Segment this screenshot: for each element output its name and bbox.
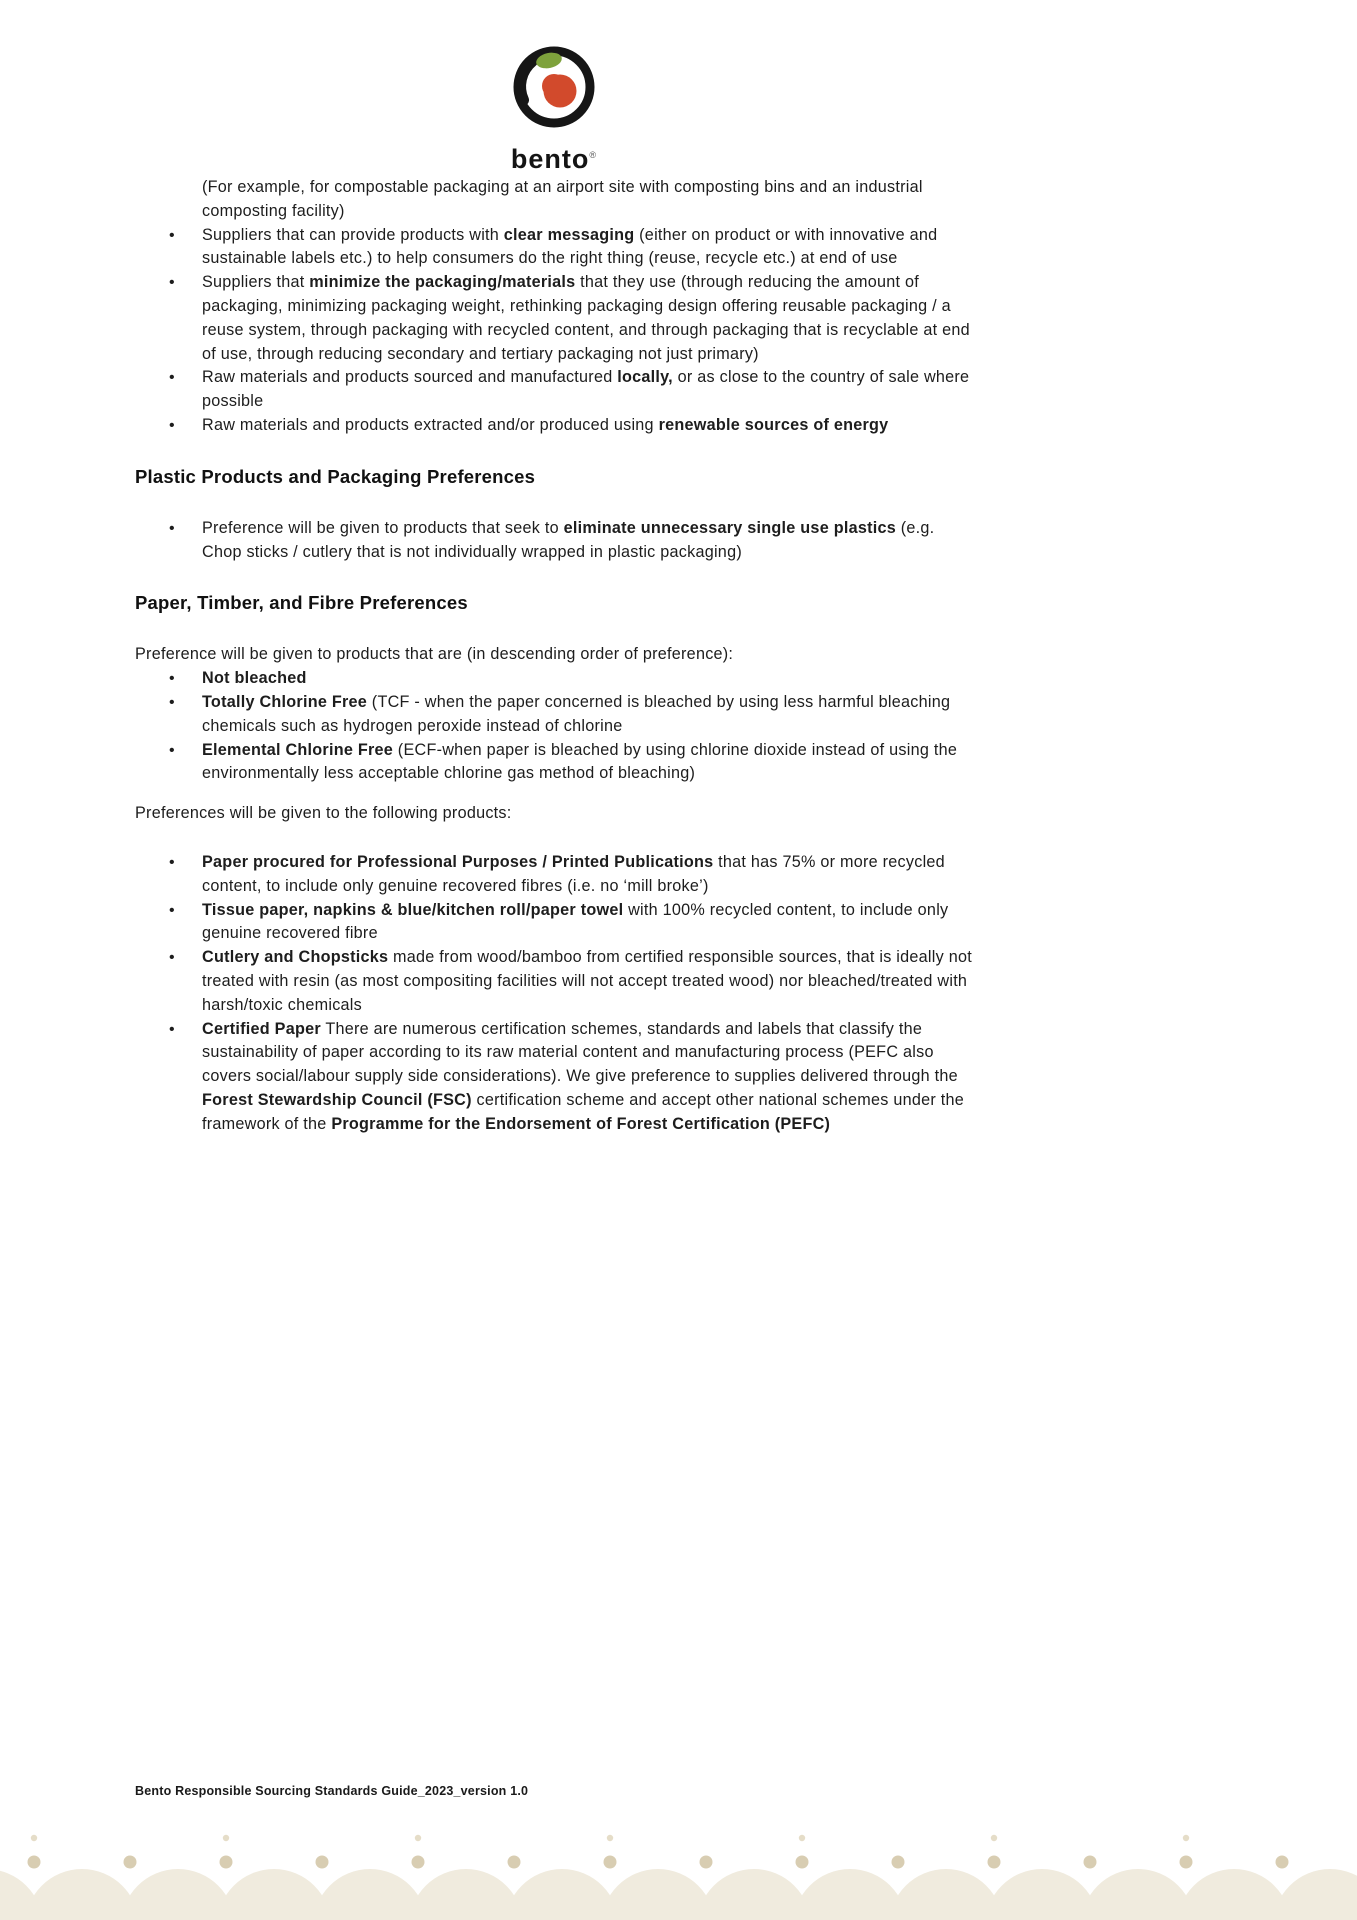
- body-text: that has 75% or more recycled content, to include only genuine recovered fibres (i.e. no ‘mill broke’): [202, 852, 945, 895]
- emphasis-text: Programme for the Endorsement of Forest Certification (PEFC): [331, 1114, 831, 1133]
- footer-text: Bento Responsible Sourcing Standards Guide_2023_version 1.0: [135, 1784, 529, 1798]
- scallop-border-wrap: [0, 1810, 1357, 1920]
- list-item: [135, 271, 973, 366]
- bullet-list: [135, 667, 973, 786]
- list-item: [135, 851, 973, 899]
- list-item: [135, 224, 973, 272]
- emphasis-text: eliminate unnecessary single use plastics: [563, 518, 896, 537]
- body-text: that they use (through reducing the amount of packaging, minimizing packaging weight, rethinking packaging design offering reusable packaging / a reuse system, through packaging with recycled content, and through packaging that is recyclable at end of use, through reducing secondary and tertiary packaging not just primary): [202, 273, 970, 363]
- bullet-list: [135, 517, 973, 565]
- body-text: (either on product or with innovative and sustainable labels etc.) to help consumers do the right thing (reuse, recycle etc.) at end of use: [202, 225, 938, 268]
- list-item: [135, 739, 973, 787]
- body-text: certification scheme and accept other national schemes under the framework of the: [202, 1090, 964, 1133]
- body-text: (ECF-when paper is bleached by using chlorine dioxide instead of using the environmentally less acceptable chlorine gas method of bleaching): [202, 740, 958, 783]
- list-item: [135, 517, 973, 565]
- emphasis-text: Forest Stewardship Council (FSC): [202, 1090, 472, 1109]
- emphasis-text: clear messaging: [503, 225, 635, 244]
- list-item: [135, 667, 973, 691]
- body-text: There are numerous certification schemes, standards and labels that classify the sustainability of paper according to its raw material content and manufacturing process (PEFC also covers social/labour supply side considerations). We give preference to supplies delivered through the: [202, 1019, 958, 1086]
- content-blocks: [135, 176, 973, 1137]
- body-text: Suppliers that: [202, 273, 310, 292]
- list-item: [135, 414, 973, 438]
- logo: [135, 40, 973, 174]
- section-heading: Plastic Products and Packaging Preferences: [135, 465, 536, 487]
- body-text: Raw materials and products extracted and/or produced using: [202, 415, 659, 434]
- emphasis-text: Cutlery and Chopsticks: [202, 948, 389, 967]
- body-text: (TCF - when the paper concerned is bleached by using less harmful bleaching chemicals such as hydrogen peroxide instead of chlorine: [202, 692, 951, 735]
- emphasis-text: Not bleached: [202, 669, 307, 688]
- list-item: [135, 946, 973, 1017]
- emphasis-text: Tissue paper, napkins & blue/kitchen roll/paper towel: [202, 900, 624, 919]
- list-item: [135, 691, 973, 739]
- emphasis-text: renewable sources of energy: [658, 415, 889, 434]
- list-item: [135, 366, 973, 414]
- list-item: [135, 1018, 973, 1137]
- emphasis-text: Paper procured for Professional Purposes / Printed Publications: [202, 852, 714, 871]
- body-text: Suppliers that can provide products with: [202, 225, 504, 244]
- registered-mark: ®: [589, 150, 598, 160]
- list-item: [135, 899, 973, 947]
- body-text: (For example, for compostable packaging at an airport site with composting bins and an industrial composting facility): [202, 178, 923, 220]
- body-text: or as close to the country of sale where possible: [202, 368, 970, 411]
- emphasis-text: Elemental Chlorine Free: [202, 740, 394, 759]
- body-text: Preference will be given to products that are (in descending order of preference):: [135, 645, 734, 664]
- emphasis-text: locally,: [617, 368, 673, 387]
- bullet-list: [135, 224, 973, 438]
- body-text: made from wood/bamboo from certified responsible sources, that is ideally not treated with resin (as most compositing facilities will not accept treated wood) nor bleached/treated with harsh/toxic chemicals: [202, 948, 972, 1014]
- emphasis-text: Totally Chlorine Free: [202, 692, 368, 711]
- body-text: Raw materials and products sourced and manufactured: [202, 368, 618, 387]
- scallop-border: [0, 1810, 1357, 1920]
- paragraph: [135, 643, 973, 667]
- emphasis-text: minimize the packaging/materials: [309, 273, 576, 292]
- brand-wordmark: bento®: [510, 144, 598, 174]
- body-text: Preferences will be given to the following products:: [135, 804, 512, 823]
- indented-note: [135, 176, 973, 224]
- body-text: Preference will be given to products that seek to: [202, 518, 564, 537]
- paragraph: [135, 802, 973, 826]
- logo-ring-brush: [520, 61, 532, 100]
- body-text: with 100% recycled content, to include only genuine recovered fibre: [202, 900, 949, 943]
- body-text: (e.g. Chop sticks / cutlery that is not individually wrapped in plastic packaging): [202, 518, 935, 561]
- section-heading: Paper, Timber, and Fibre Preferences: [135, 592, 468, 614]
- emphasis-text: Certified Paper: [202, 1019, 321, 1038]
- logo-blob2: [542, 74, 566, 98]
- bento-logo-icon: [506, 40, 602, 138]
- bullet-list: [135, 851, 973, 1137]
